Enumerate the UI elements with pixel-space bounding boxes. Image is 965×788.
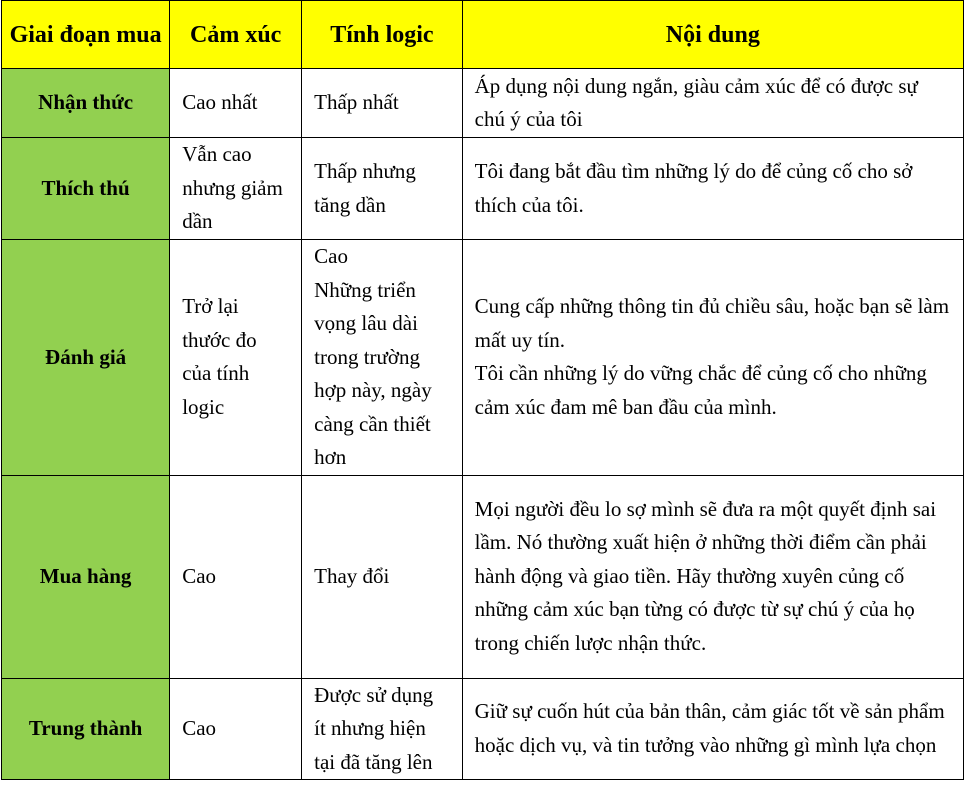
content-cell: Giữ sự cuốn hút của bản thân, cảm giác tốt về sản phẩm hoặc dịch vụ, và tin tưởng vào những gì mình lựa chọn bbox=[462, 678, 963, 780]
table-row bbox=[2, 240, 964, 476]
emotion-cell: Cao nhất bbox=[170, 69, 302, 138]
table-row bbox=[2, 475, 964, 678]
logic-cell: Thấp nhưng tăng dần bbox=[302, 138, 463, 240]
table-row bbox=[2, 69, 964, 138]
content-cell: Mọi người đều lo sợ mình sẽ đưa ra một quyết định sai lầm. Nó thường xuất hiện ở những thời điểm cần phải hành động và giao tiền. Hãy thường xuyên củng cố những cảm xúc bạn từng có được từ sự chú ý của họ trong chiến lược nhận thức. bbox=[462, 475, 963, 678]
header-content: Nội dung bbox=[462, 1, 963, 69]
table-row bbox=[2, 138, 964, 240]
emotion-cell: Vẫn cao nhưng giảm dần bbox=[170, 138, 302, 240]
header-emotion: Cảm xúc bbox=[170, 1, 302, 69]
content-cell: Áp dụng nội dung ngắn, giàu cảm xúc để có được sự chú ý của tôi bbox=[462, 69, 963, 138]
content-cell: Cung cấp những thông tin đủ chiều sâu, hoặc bạn sẽ làm mất uy tín. Tôi cần những lý do vững chắc để củng cố cho những cảm xúc đam mê ban đầu của mình. bbox=[462, 240, 963, 476]
purchase-stage-table bbox=[1, 0, 964, 780]
stage-cell: Thích thú bbox=[2, 138, 170, 240]
content-cell: Tôi đang bắt đầu tìm những lý do để củng cố cho sở thích của tôi. bbox=[462, 138, 963, 240]
stage-cell: Đánh giá bbox=[2, 240, 170, 476]
logic-cell: Cao Những triển vọng lâu dài trong trường hợp này, ngày càng cần thiết hơn bbox=[302, 240, 463, 476]
stage-cell: Mua hàng bbox=[2, 475, 170, 678]
header-logic: Tính logic bbox=[302, 1, 463, 69]
stage-cell: Trung thành bbox=[2, 678, 170, 780]
logic-cell: Thay đổi bbox=[302, 475, 463, 678]
emotion-cell: Trở lại thước đo của tính logic bbox=[170, 240, 302, 476]
table-header-row bbox=[2, 1, 964, 69]
header-stage: Giai đoạn mua bbox=[2, 1, 170, 69]
logic-cell: Thấp nhất bbox=[302, 69, 463, 138]
table-row bbox=[2, 678, 964, 780]
logic-cell: Được sử dụng ít nhưng hiện tại đã tăng lên bbox=[302, 678, 463, 780]
emotion-cell: Cao bbox=[170, 475, 302, 678]
emotion-cell: Cao bbox=[170, 678, 302, 780]
stage-cell: Nhận thức bbox=[2, 69, 170, 138]
